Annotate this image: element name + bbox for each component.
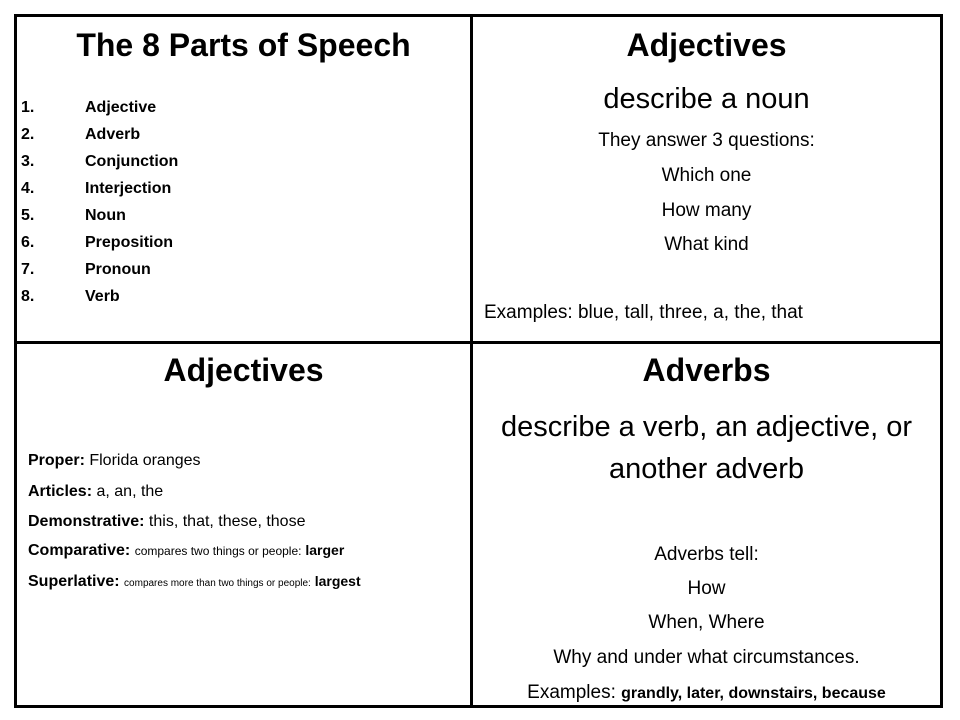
adverbs-examples: Examples: grandly, later, downstairs, because — [527, 682, 886, 703]
adverbs-description: describe a verb, an adjective, or another adverb — [500, 411, 913, 485]
adverb-question: How — [687, 578, 726, 599]
adjective-type-row: Superlative: compares more than two things or people: largest — [28, 573, 361, 590]
adjectives-definition-cell — [473, 17, 940, 341]
question-item: Which one — [661, 165, 752, 186]
adjective-type-row: Demonstrative: this, that, these, those — [28, 513, 306, 530]
adjective-type-row: Proper: Florida oranges — [28, 452, 201, 469]
parts-of-speech-cell: The 8 Parts of Speech 1. Adjective 2. Adverb 3. Conjunction 4. Interjection 5. Noun 6. Preposition 7. Pronoun 8. Verb — [17, 17, 470, 341]
adjectives-examples: Examples: blue, tall, three, a, the, that — [484, 302, 803, 323]
adjective-types-cell — [17, 344, 470, 705]
adverbs-definition-cell — [473, 344, 940, 705]
adverbs-heading: Adverbs — [642, 352, 771, 388]
adverbs-intro: Adverbs tell: — [654, 544, 759, 565]
question-item: How many — [661, 200, 752, 221]
adjective-type-row: Articles: a, an, the — [28, 483, 164, 500]
question-item: What kind — [664, 234, 749, 255]
adverb-question: When, Where — [648, 612, 765, 633]
adverb-question: Why and under what circumstances. — [553, 647, 860, 668]
adjective-type-row: Comparative: compares two things or people: larger — [28, 542, 345, 559]
adjectives-subheading: describe a noun — [603, 83, 810, 115]
adjective-types-heading: Adjectives — [163, 352, 324, 388]
parts-of-speech-title: The 8 Parts of Speech — [76, 27, 411, 63]
adjectives-heading: Adjectives — [626, 27, 787, 63]
adjectives-intro: They answer 3 questions: — [598, 130, 815, 151]
